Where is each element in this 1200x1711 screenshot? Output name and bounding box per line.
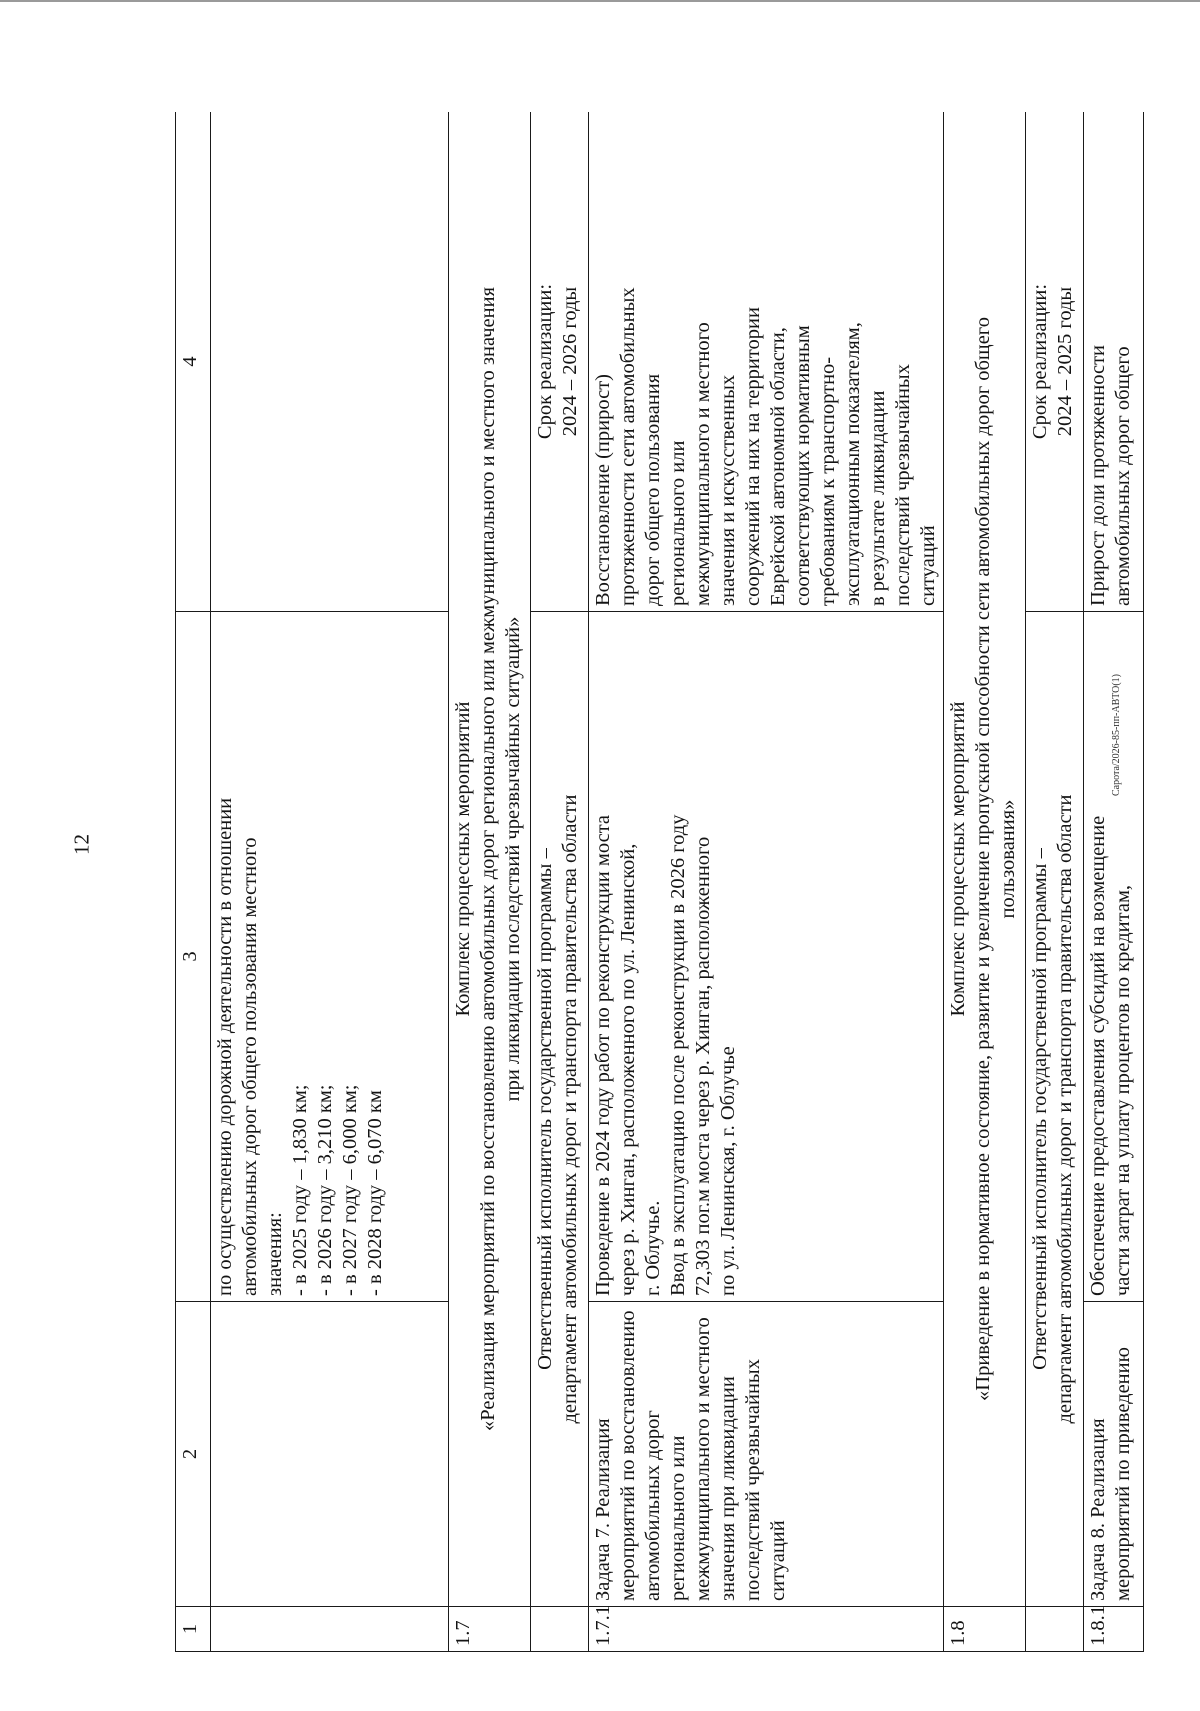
implementation-term: Срок реализации: 2024 – 2026 годы (531, 112, 589, 612)
col-header-1: 1 (176, 1607, 211, 1652)
section-number: 1.8 (944, 1607, 1026, 1652)
table-sheet (175, 112, 1171, 1652)
row-number: 1.8.1 (1084, 1607, 1144, 1652)
task-name: Задача 8. Реализация мероприятий по приведению (1084, 1302, 1144, 1607)
section-number: 1.7 (449, 1607, 531, 1652)
scan-edge-line (0, 0, 1200, 2)
program-table (175, 112, 1144, 1652)
task-name: Задача 7. Реализация мероприятий по восстановлению автомобильных дорог регионального или межмуниципального и местного значения при ликвидации последствий чрезвычайных ситуаций (589, 1302, 944, 1607)
section-title: Комплекс процессных мероприятий «Реализация мероприятий по восстановлению автомобильных дорог регионального или межмуниципального и местного значения при ликвидации последствий чрезвычайных ситуаций» (449, 112, 531, 1607)
rotated-table-frame (175, 112, 1171, 1652)
document-stamp: Сарота/2026-85-пп-АВТО(1) (1111, 674, 1122, 796)
responsible-executor: Ответственный исполнитель государственной программы – департамент автомобильных дорог и транспорта правительства области (531, 612, 589, 1607)
section-1-8-title-row (944, 112, 1026, 1652)
col-header-2: 2 (176, 1302, 211, 1607)
expected-result: Прирост доли протяженности автомобильных дорог общего (1084, 112, 1144, 612)
expected-result: Восстановление (прирост) протяженности сети автомобильных дорог общего пользования регионального или межмуниципального и местного значения и искусственных сооружений на них на территории Еврейской автономной области, соответствующих нормативным требованиям к транспортно- эксплуатационным показателям, в результате ликвидации последствий чрезвычайных ситуаций (589, 112, 944, 612)
page-number: 12 (69, 834, 94, 855)
section-title: Комплекс процессных мероприятий «Приведение в нормативное состояние, развитие и увеличение пропускной способности сети автомобильных дорог общего пользования» (944, 112, 1026, 1607)
section-1-8-responsible-row (1026, 112, 1084, 1652)
task-description: Проведение в 2024 году работ по реконструкции моста через р. Хинган, расположенного по ул. Ленинской, г. Облучье. Ввод в эксплуатацию после реконструкции в 2026 году 72,303 пог.м моста через р. Хинган, расположенного по ул. Ленинская, г. Облучье (589, 612, 944, 1302)
continuation-row (211, 112, 449, 1652)
task-row-1-7-1 (589, 112, 944, 1652)
column-number-row (176, 112, 211, 1652)
task-description: Обеспечение предоставления субсидий на возмещение части затрат на уплату процентов по кредитам, (1084, 612, 1144, 1302)
section-1-7-responsible-row (531, 112, 589, 1652)
section-1-7-title-row (449, 112, 531, 1652)
col-header-4: 4 (176, 112, 211, 612)
responsible-executor: Ответственный исполнитель государственной программы – департамент автомобильных дорог и транспорта правительства области (1026, 612, 1084, 1607)
task-row-1-8-1 (1084, 112, 1144, 1652)
row-number: 1.7.1 (589, 1607, 944, 1652)
continuation-description: по осуществлению дорожной деятельности в отношении автомобильных дорог общего пользования местного значения: - в 2025 году – 1,830 км; - в 2026 году – 3,210 км; - в 2027 году – 6,000 км; - в 2028 году – 6,070 км (211, 612, 449, 1302)
col-header-3: 3 (176, 612, 211, 1302)
implementation-term: Срок реализации: 2024 – 2025 годы (1026, 112, 1084, 612)
